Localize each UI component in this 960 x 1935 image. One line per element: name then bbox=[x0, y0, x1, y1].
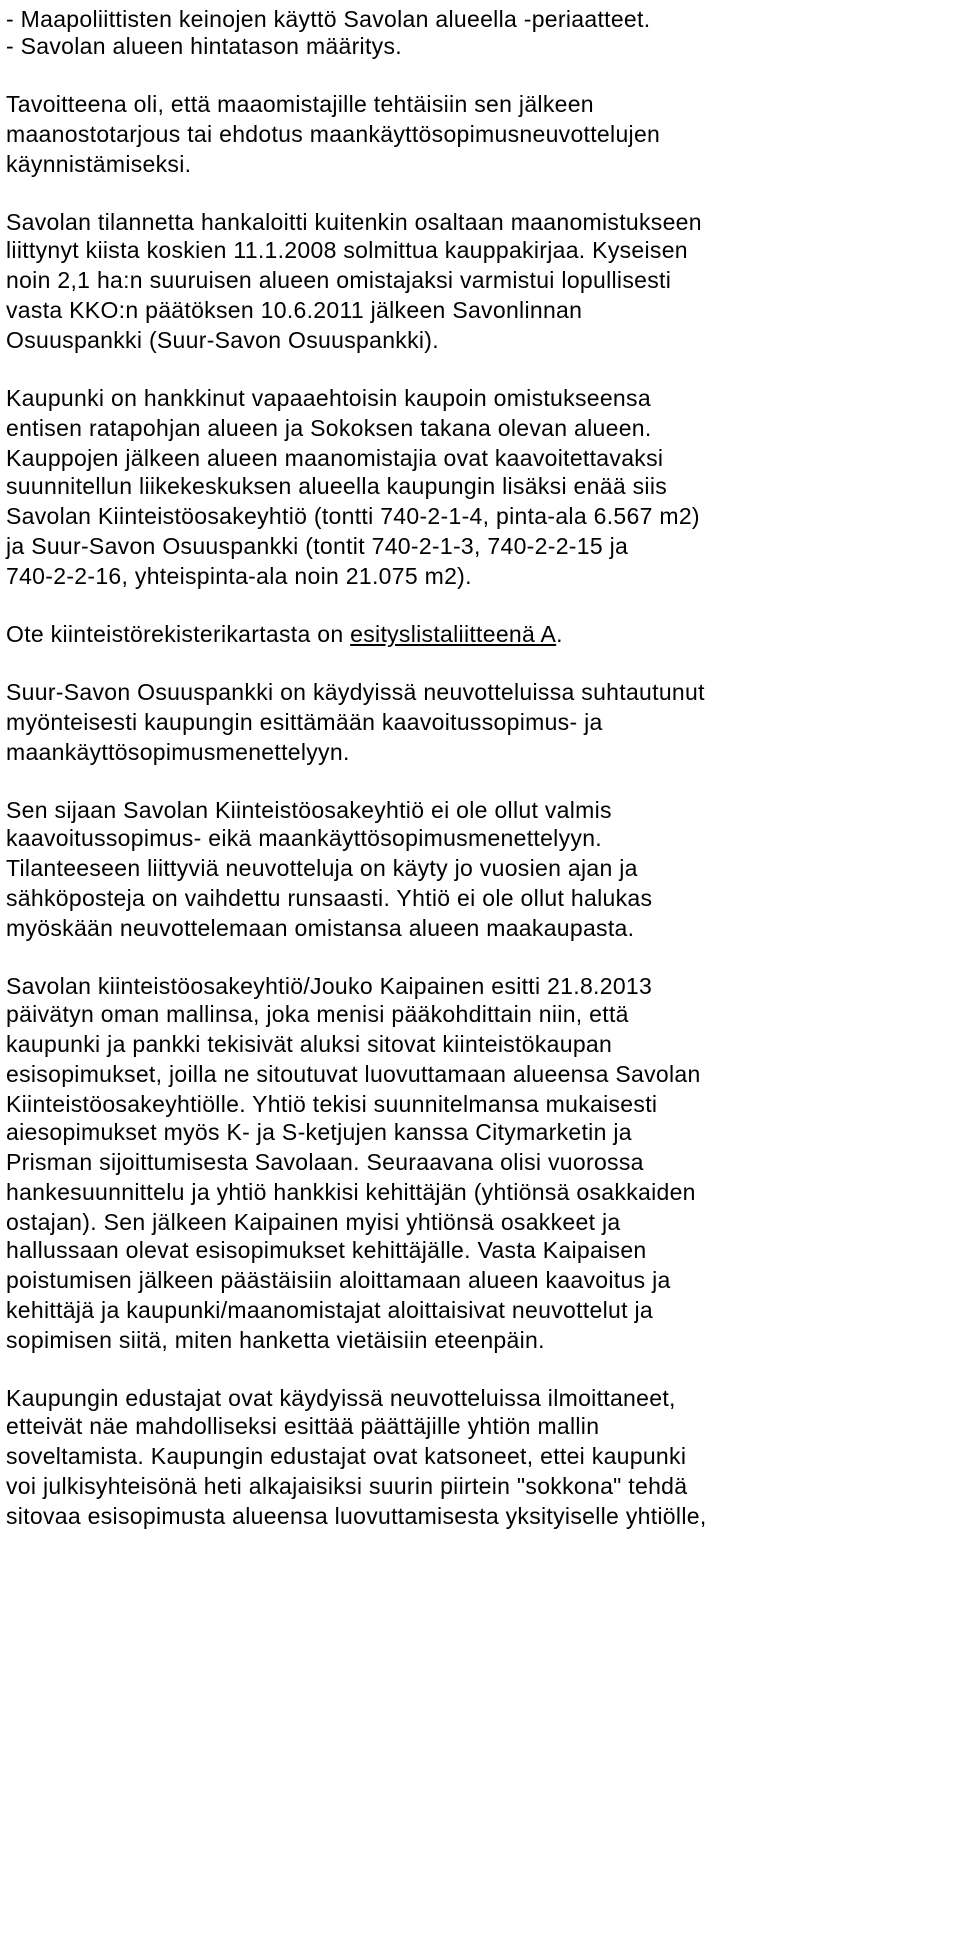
text-line: Kaupungin edustajat ovat käydyissä neuvotteluissa ilmoittaneet, bbox=[6, 1385, 676, 1411]
text-line: kaupunki ja pankki tekisivät aluksi sitovat kiinteistökaupan bbox=[6, 1031, 613, 1057]
text-line: - Maapoliittisten keinojen käyttö Savolan alueella -periaatteet. bbox=[6, 6, 651, 32]
text-line: liittynyt kiista koskien 11.1.2008 solmittua kauppakirjaa. Kyseisen bbox=[6, 237, 688, 263]
attachment-link[interactable]: esityslistaliitteenä A bbox=[350, 621, 557, 647]
text-line: käynnistämiseksi. bbox=[6, 151, 192, 177]
text-line: entisen ratapohjan alueen ja Sokoksen takana olevan alueen. bbox=[6, 415, 652, 441]
text-line: Suur-Savon Osuuspankki on käydyissä neuvotteluissa suhtautunut bbox=[6, 679, 705, 705]
text-line: 740-2-2-16, yhteispinta-ala noin 21.075 m2). bbox=[6, 563, 472, 589]
text-line: Kiinteistöosakeyhtiölle. Yhtiö tekisi suunnitelmansa mukaisesti bbox=[6, 1091, 658, 1117]
text-line: maankäyttösopimusmenettelyyn. bbox=[6, 739, 350, 765]
text-line: noin 2,1 ha:n suuruisen alueen omistajaksi varmistui lopullisesti bbox=[6, 267, 672, 293]
text-line: Savolan kiinteistöosakeyhtiö/Jouko Kaipainen esitti 21.8.2013 bbox=[6, 973, 653, 999]
text-line: myönteisesti kaupungin esittämään kaavoitussopimus- ja bbox=[6, 709, 603, 735]
attachment-reference-suffix: . bbox=[556, 621, 563, 647]
text-line: soveltamista. Kaupungin edustajat ovat katsoneet, ettei kaupunki bbox=[6, 1443, 687, 1469]
text-line: sähköposteja on vaihdettu runsaasti. Yhtiö ei ole ollut halukas bbox=[6, 885, 653, 911]
text-line: voi julkisyhteisönä heti alkajaisiksi suurin piirtein "sokkona" tehdä bbox=[6, 1473, 688, 1499]
text-line: Tilanteeseen liittyviä neuvotteluja on käyty jo vuosien ajan ja bbox=[6, 855, 638, 881]
text-line: Sen sijaan Savolan Kiinteistöosakeyhtiö ei ole ollut valmis bbox=[6, 797, 612, 823]
text-line: hankesuunnittelu ja yhtiö hankkisi kehittäjän (yhtiönsä osakkaiden bbox=[6, 1179, 696, 1205]
text-line: sopimisen siitä, miten hanketta vietäisiin eteenpäin. bbox=[6, 1327, 545, 1353]
text-line: päivätyn oman mallinsa, joka menisi pääkohdittain niin, että bbox=[6, 1001, 629, 1027]
text-line: maanostotarjous tai ehdotus maankäyttösopimusneuvottelujen bbox=[6, 121, 661, 147]
text-line: Kaupunki on hankkinut vapaaehtoisin kaupoin omistukseensa bbox=[6, 385, 651, 411]
text-line: - Savolan alueen hintatason määritys. bbox=[6, 33, 402, 59]
text-line: poistumisen jälkeen päästäisiin aloittamaan alueen kaavoitus ja bbox=[6, 1267, 671, 1293]
text-line: Tavoitteena oli, että maaomistajille tehtäisiin sen jälkeen bbox=[6, 91, 594, 117]
text-line: vasta KKO:n päätöksen 10.6.2011 jälkeen Savonlinnan bbox=[6, 297, 583, 323]
attachment-reference-line bbox=[6, 617, 563, 651]
text-line: Osuuspankki (Suur-Savon Osuuspankki). bbox=[6, 327, 439, 353]
text-line: aiesopimukset myös K- ja S-ketjujen kanssa Citymarketin ja bbox=[6, 1119, 632, 1145]
text-line: kehittäjä ja kaupunki/maanomistajat aloittaisivat neuvottelut ja bbox=[6, 1297, 653, 1323]
text-line: esisopimukset, joilla ne sitoutuvat luovuttamaan alueensa Savolan bbox=[6, 1061, 701, 1087]
text-line: Prisman sijoittumisesta Savolaan. Seuraavana olisi vuorossa bbox=[6, 1149, 644, 1175]
text-line: myöskään neuvottelemaan omistansa alueen maakaupasta. bbox=[6, 915, 635, 941]
text-line: kaavoitussopimus- eikä maankäyttösopimusmenettelyyn. bbox=[6, 825, 602, 851]
attachment-reference-text: Ote kiinteistörekisterikartasta on bbox=[6, 621, 351, 647]
text-line: Kauppojen jälkeen alueen maanomistajia ovat kaavoitettavaksi bbox=[6, 445, 664, 471]
text-line: suunnitellun liikekeskuksen alueella kaupungin lisäksi enää siis bbox=[6, 473, 668, 499]
text-line: Savolan tilannetta hankaloitti kuitenkin osaltaan maanomistukseen bbox=[6, 209, 702, 235]
text-line: hallussaan olevat esisopimukset kehittäjälle. Vasta Kaipaisen bbox=[6, 1237, 647, 1263]
text-line: sitovaa esisopimusta alueensa luovuttamisesta yksityiselle yhtiölle, bbox=[6, 1503, 707, 1529]
text-line: ostajan). Sen jälkeen Kaipainen myisi yhtiönsä osakkeet ja bbox=[6, 1209, 621, 1235]
text-line: Savolan Kiinteistöosakeyhtiö (tontti 740-2-1-4, pinta-ala 6.567 m2) bbox=[6, 503, 700, 529]
text-line: ja Suur-Savon Osuuspankki (tontit 740-2-1-3, 740-2-2-15 ja bbox=[6, 533, 629, 559]
text-line: etteivät näe mahdolliseksi esittää päättäjille yhtiön mallin bbox=[6, 1413, 600, 1439]
